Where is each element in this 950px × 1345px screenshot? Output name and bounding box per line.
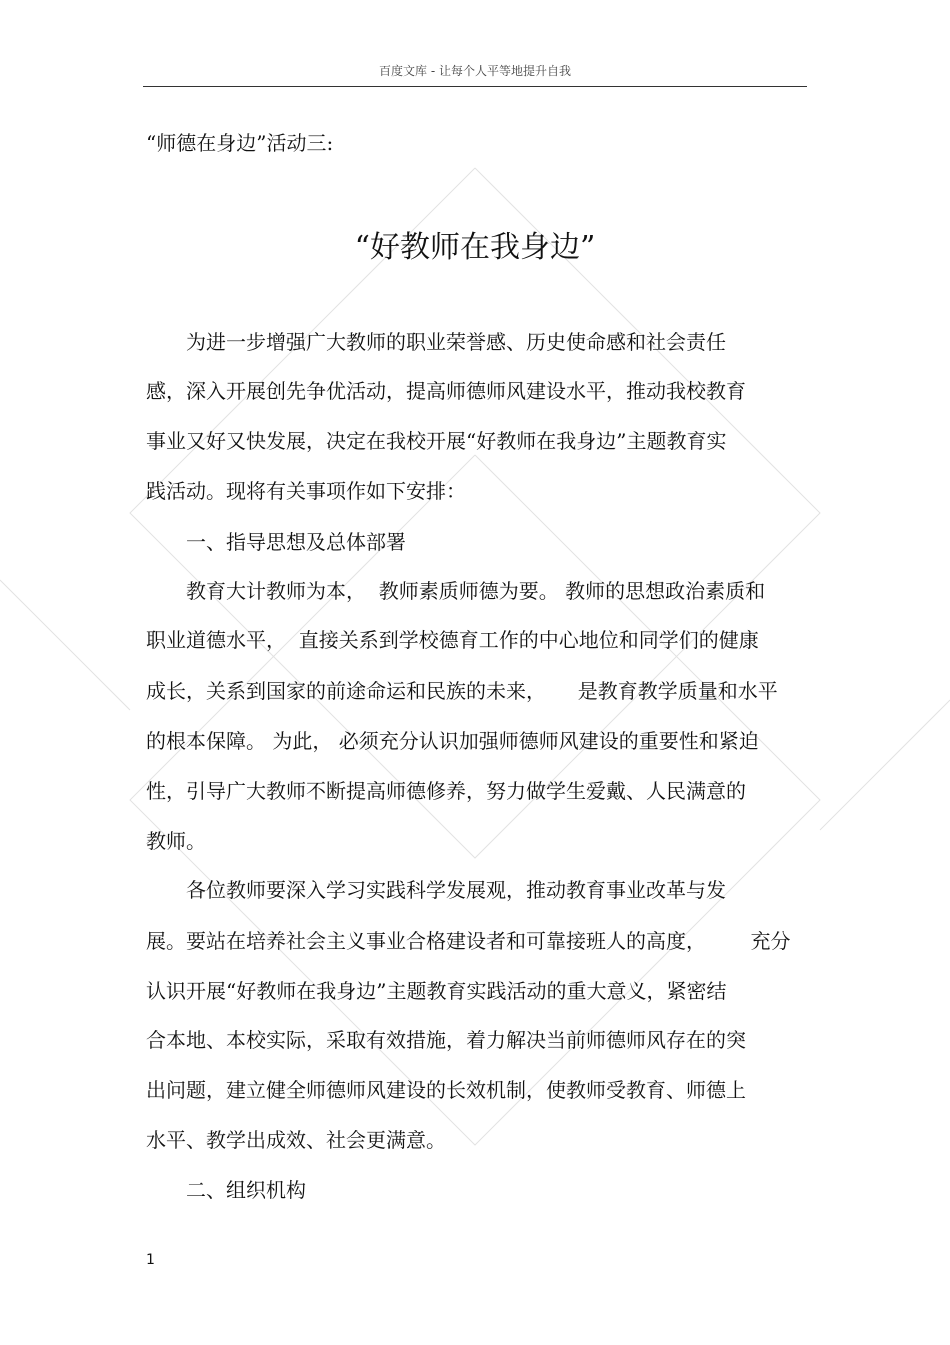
paragraph-line: 教育大计教师为本， 教师素质师德为要。 教师的思想政治素质和 — [186, 579, 766, 603]
paragraph-line: 合本地、本校实际，采取有效措施，着力解决当前师德师风存在的突 — [146, 1028, 746, 1052]
section-heading: 二、组织机构 — [186, 1178, 306, 1202]
paragraph-line: 职业道德水平， 直接关系到学校德育工作的中心地位和同学们的健康 — [146, 628, 759, 652]
paragraph-line: 展。要站在培养社会主义事业合格建设者和可靠接班人的高度， 充分 — [146, 929, 791, 953]
paragraph-line: 为进一步增强广大教师的职业荣誉感、历史使命感和社会责任 — [186, 330, 726, 354]
section-heading: 一、指导思想及总体部署 — [186, 530, 406, 554]
paragraph-line: 成长，关系到国家的前途命运和民族的未来， 是教育教学质量和水平 — [146, 679, 778, 703]
paragraph-line: 践活动。现将有关事项作如下安排： — [146, 479, 466, 503]
page-number: 1 — [146, 1252, 155, 1268]
document-title: “好教师在我身边” — [354, 230, 596, 265]
paragraph-line: 感，深入开展创先争优活动，提高师德师风建设水平，推动我校教育 — [146, 379, 746, 403]
page-header: 百度文库 - 让每个人平等地提升自我 — [143, 62, 807, 87]
paragraph-line: 性，引导广大教师不断提高师德修养，努力做学生爱戴、人民满意的 — [146, 779, 746, 803]
paragraph-line: 事业又好又快发展，决定在我校开展“好教师在我身边”主题教育实 — [146, 429, 727, 453]
activity-label: “师德在身边”活动三: — [146, 131, 334, 155]
paragraph-line: 水平、教学出成效、社会更满意。 — [146, 1128, 446, 1152]
paragraph-line: 出问题，建立健全师德师风建设的长效机制，使教师受教育、师德上 — [146, 1078, 746, 1102]
paragraph-line: 教师。 — [146, 829, 206, 853]
paragraph-line: 认识开展“好教师在我身边”主题教育实践活动的重大意义，紧密结 — [146, 979, 727, 1003]
paragraph-line: 各位教师要深入学习实践科学发展观，推动教育事业改革与发 — [186, 878, 726, 902]
paragraph-line: 的根本保障。 为此， 必须充分认识加强师德师风建设的重要性和紧迫 — [146, 729, 759, 753]
